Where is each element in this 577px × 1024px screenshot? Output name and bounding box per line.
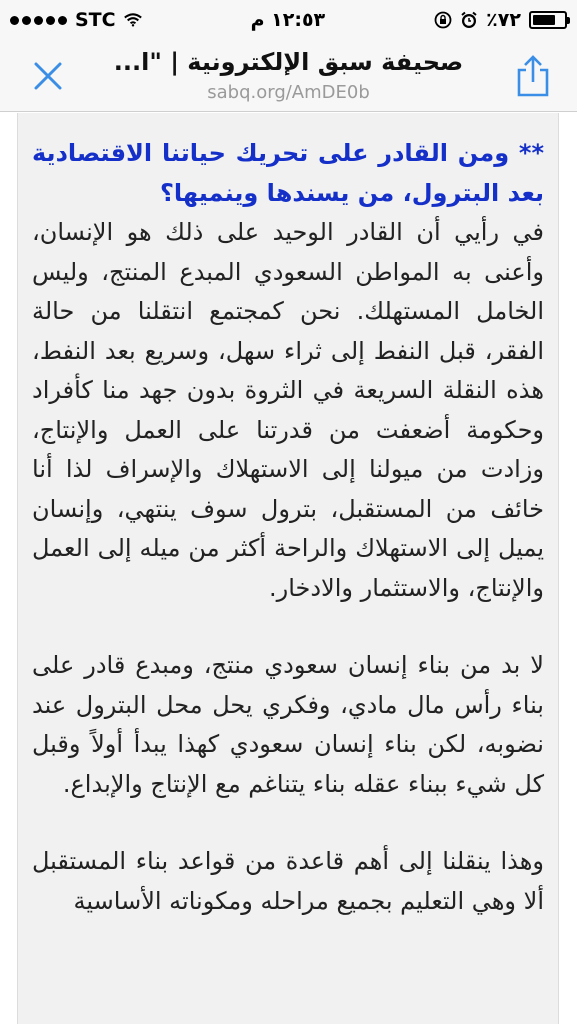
article-body <box>17 113 559 1024</box>
article-paragraph: في رأيي أن القادر الوحيد على ذلك هو الإنسان، وأعنى به المواطن السعودي المبدع المنتج، وليس الخامل المستهلك. نحن كمجتمع انتقلنا من حالة الفقر، قبل النفط إلى ثراء سهل، وسريع بعد النفط، هذه النقلة السريعة في الثروة بدون جهد منا كأفراد وحكومة أضعفت من قدرتنا على العمل والإنتاج، وزادت من ميولنا إلى الاستهلاك والإسراف لذا أنا خائف من المستقبل، بترول سوف ينتهي، وإنسان يميل إلى الاستهلاك والراحة أكثر من ميله إلى العمل والإنتاج، والاستثمار والادخار. <box>32 218 544 602</box>
share-button[interactable] <box>511 52 555 100</box>
page-title: صحيفة سبق الإلكترونية | "ا... <box>113 48 464 76</box>
battery-icon <box>529 11 567 29</box>
browser-nav-bar <box>0 40 577 112</box>
battery-percent: ٪٧٢ <box>486 9 521 31</box>
alarm-clock-icon <box>460 11 478 29</box>
battery-level-fill <box>533 15 555 25</box>
article-paragraph: وهذا ينقلنا إلى أهم قاعدة من قواعد بناء المستقبل ألا وهي التعليم بجميع مراحله ومكوناته الأساسية <box>32 847 544 915</box>
orientation-lock-icon <box>434 11 452 29</box>
close-icon <box>33 61 63 91</box>
share-icon <box>514 55 552 97</box>
close-button[interactable] <box>28 56 68 96</box>
page-url[interactable]: sabq.org/AmDE0b <box>207 82 370 103</box>
wifi-icon <box>124 11 142 29</box>
web-content[interactable] <box>0 113 577 1024</box>
carrier-name: STC <box>75 9 116 31</box>
status-right <box>434 9 567 31</box>
clock: ١٢:٥٣ م <box>250 9 326 31</box>
article-question: ** ومن القادر على تحريك حياتنا الاقتصادية بعد البترول، من يسندها وينميها؟ <box>32 139 544 207</box>
signal-strength-icon <box>10 16 67 25</box>
paragraph-spacer <box>32 804 544 842</box>
paragraph-spacer <box>32 608 544 646</box>
status-bar <box>0 0 577 40</box>
status-left <box>10 9 142 31</box>
article-paragraph: لا بد من بناء إنسان سعودي منتج، ومبدع قادر على بناء رأس مال مادي، وفكري يحل محل البترول عند نضوبه، لكن بناء إنسان سعودي كهذا يبدأ أولاً وقبل كل شيء ببناء عقله بناء يتناغم مع الإنتاج والإبداع. <box>32 651 544 798</box>
